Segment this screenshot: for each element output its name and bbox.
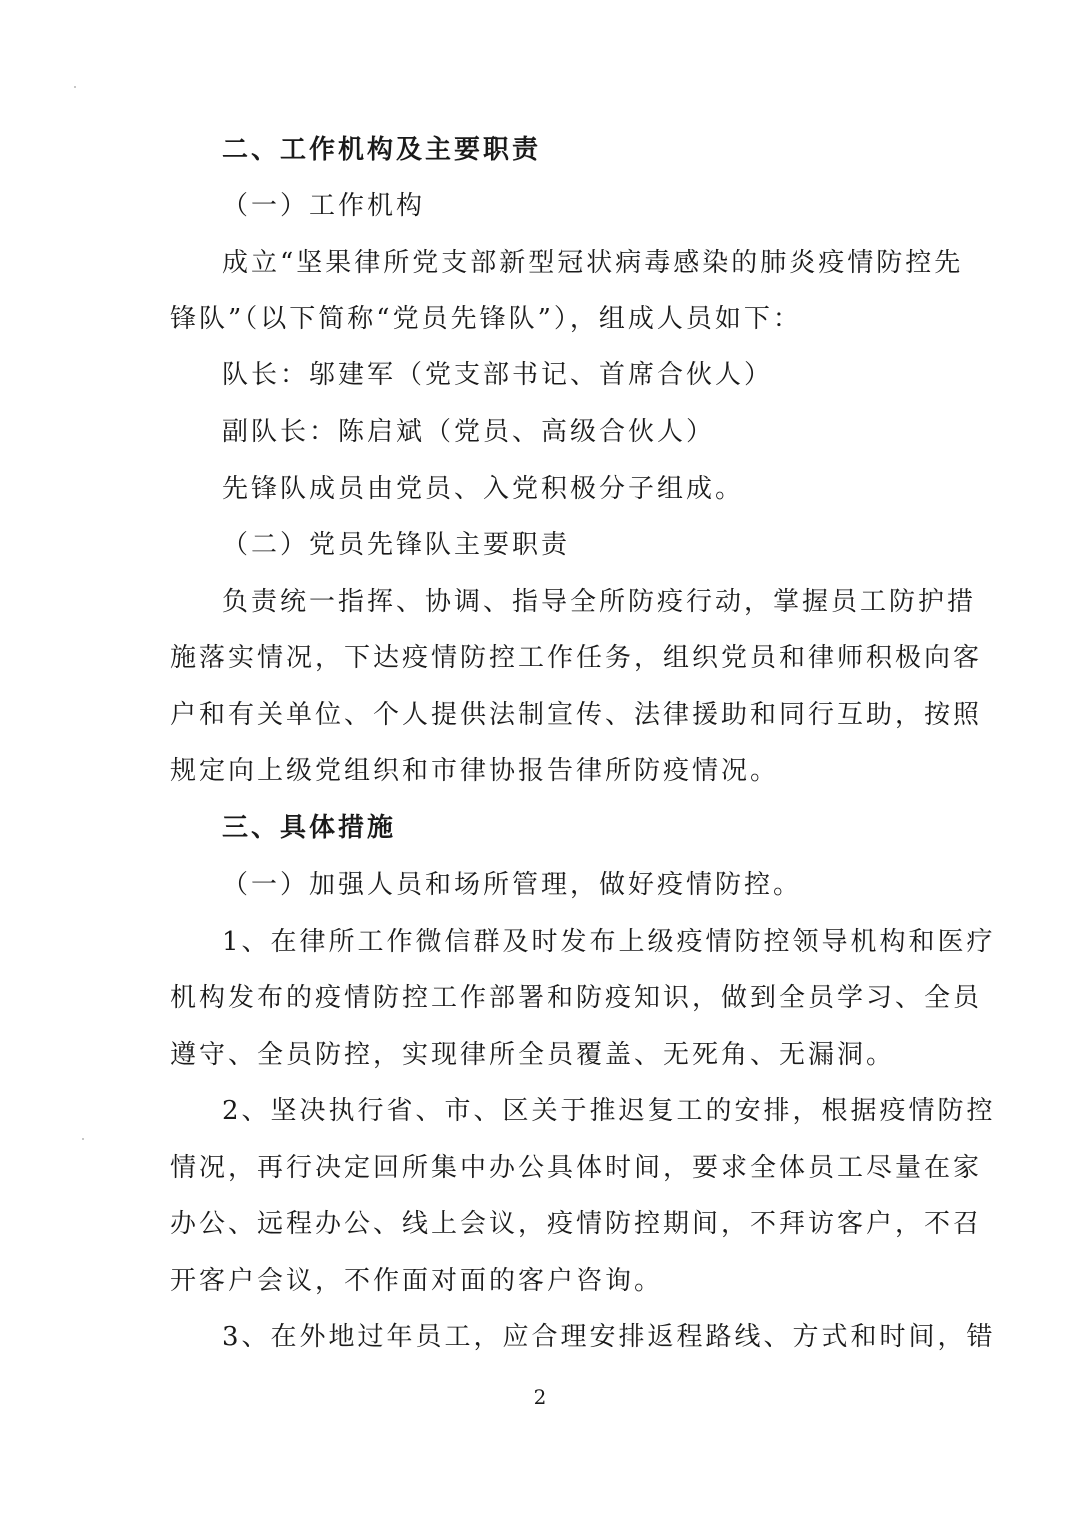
section-two-sub-two-heading: （二）党员先锋队主要职责 [222,530,571,560]
section-three-sub-one-heading: （一）加强人员和场所管理，做好疫情防控。 [222,870,803,900]
establish-line-1: 成立“坚果律所党支部新型冠状病毒感染的肺炎疫情防控先 [222,248,964,278]
duty-line-4: 规定向上级党组织和市律协报告律所防疫情况。 [170,756,780,786]
duty-line-2: 施落实情况，下达疫情防控工作任务，组织党员和律师积极向客 [170,643,983,673]
section-two-sub-one-heading: （一）工作机构 [222,191,426,221]
item-2-line-1: 2、坚决执行省、市、区关于推迟复工的安排，根据疫情防控 [222,1096,996,1126]
scan-speck [82,1138,84,1140]
scan-speck [74,86,76,88]
item-2-line-4: 开客户会议，不作面对面的客户咨询。 [170,1266,664,1296]
section-three-heading: 三、具体措施 [222,813,397,843]
page-number: 2 [533,1385,547,1409]
item-2-line-3: 办公、远程办公、线上会议，疫情防控期间，不拜访客户，不召 [170,1209,983,1239]
item-1-line-3: 遵守、全员防控，实现律所全员覆盖、无死角、无漏洞。 [170,1040,896,1070]
captain-line: 队长：邬建军（党支部书记、首席合伙人） [222,360,774,390]
item-2-line-2: 情况，再行决定回所集中办公具体时间，要求全体员工尽量在家 [170,1153,983,1183]
item-3-line-1: 3、在外地过年员工，应合理安排返程路线、方式和时间，错 [222,1322,996,1352]
establish-line-2: 锋队”（以下简称“党员先锋队”），组成人员如下： [170,304,802,334]
vice-captain-line: 副队长：陈启斌（党员、高级合伙人） [222,417,716,447]
item-1-line-2: 机构发布的疫情防控工作部署和防疫知识，做到全员学习、全员 [170,983,983,1013]
item-1-line-1: 1、在律所工作微信群及时发布上级疫情防控领导机构和医疗 [222,927,996,957]
members-line: 先锋队成员由党员、入党积极分子组成。 [222,474,745,504]
section-two-heading: 二、工作机构及主要职责 [222,135,542,165]
duty-line-3: 户和有关单位、个人提供法制宣传、法律援助和同行互助，按照 [170,700,983,730]
duty-line-1: 负责统一指挥、协调、指导全所防疫行动，掌握员工防护措 [222,587,977,617]
